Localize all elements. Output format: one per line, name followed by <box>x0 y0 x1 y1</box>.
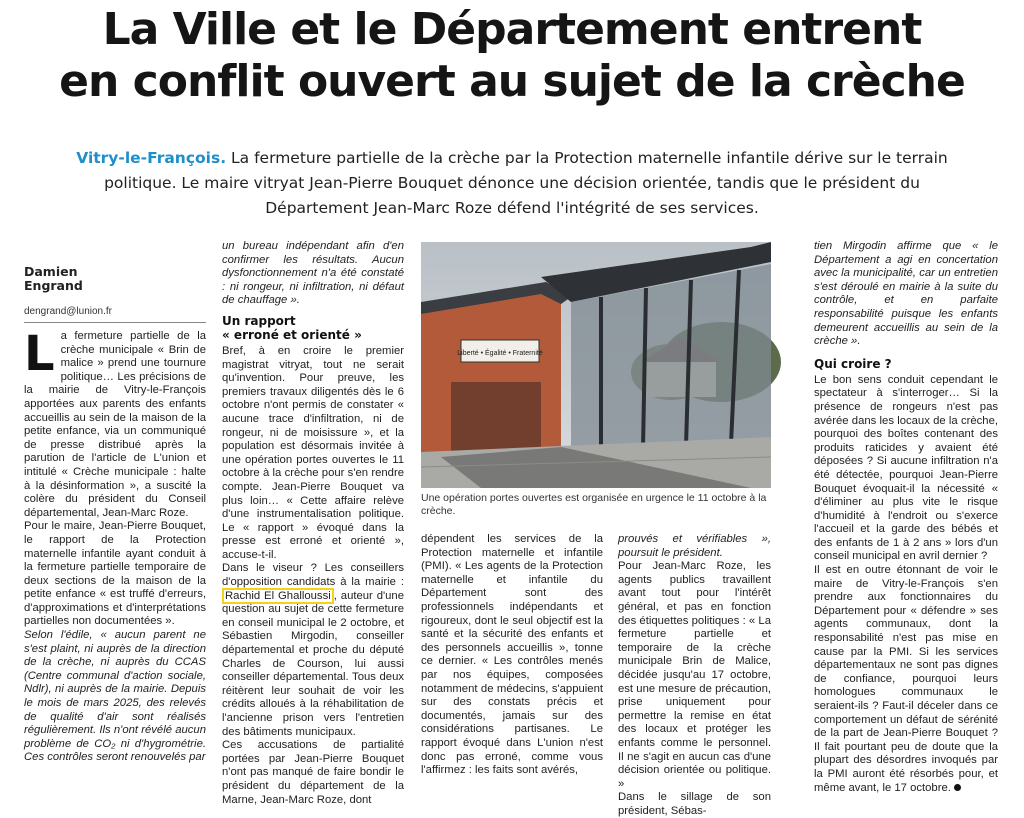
column-1 <box>24 326 206 765</box>
paragraph: Le bon sens conduit cependant le spectateur à s'interroger… Si la présence de rongeurs n'est pas avérée dans les locaux de la crèche, pourquoi des boîtes contenant des produits raticides y avaient été déposées ? Si aucune infiltration n'a été détectée, pourquoi Jean-Pierre Bouquet évoquait-il la nécessité « d'éliminer au plus vite le risque d'humidité à l'endroit ou s'exerce l'accueil et la garde des bébés et des enfants de 1 à 2 ans » lors d'un conseil municipal en avril dernier ? <box>814 373 998 563</box>
creche-building-illustration <box>421 242 771 488</box>
paragraph: Ces accusations de partialité portées par Jean-Pierre Bouquet n'ont pas manqué de faire bondir le président du département de la Marne, Jean-Marc Roze, dont <box>222 739 404 806</box>
column-5 <box>814 240 998 795</box>
paragraph: tien Mirgodin affirme que « le Département a agi en concertation avec la municipalité, car un entretien s'est déroulé en mairie à la suite du contrôle, et en parfaite responsabilité puisque les enfants demeurent accueillis au sein de la crèche ». <box>814 240 998 348</box>
end-of-article-mark <box>954 784 961 791</box>
paragraph: Selon l'édile, « aucun parent ne s'est plaint, ni auprès de la direction de la crèche, ni auprès du CCAS (Centre communal d'action sociale, Ndlr), ni auprès de la mairie. Depuis le mois de mars 2025, des relevés de qualité d'air sont réalisés régulièrement. Ils n'ont révélé aucun problème de CO₂ ni d'hygrométrie. Ces contrôles seront renouvelés par <box>24 629 206 764</box>
paragraph: Bref, à en croire le premier magistrat vitryat, tout ne serait qu'invention. Pour preuve, les premiers travaux diligentés dès le 6 octobre n'ont permis de constater « aucune trace d'infiltration, ni de rongeur, ni de moisissure », et la population est désormais invitée à une opération portes ouvertes le 11 octobre à la crèche pour s'en rendre compte. Jean-Pierre Bouquet va plus loin… « Cette affaire relève d'une instrumentalisation politique. Le « rapport » évoqué dans la presse est erroné et orienté », accuse-t-il. <box>222 344 404 561</box>
headline-line-2: en conflit ouvert au sujet de la crèche <box>59 56 965 107</box>
creche-photo <box>421 242 771 488</box>
subheading: Qui croire ? <box>814 356 892 371</box>
paragraph: La fermeture partielle de la crèche municipale « Brin de malice » prend une tournure politique… Les précisions de la mairie de Vitry-le-François apportées aux parents des enfants accueillis au sein de la maison de la petite enfance, via un communiqué de presse distribué après la parution de l'article de L'union et intitulé « Crèche municipale : halte à la désinformation », a suscité la colère du président du Conseil départemental, Jean-Marc Roze. <box>24 326 206 519</box>
standfirst-city: Vitry-le-François. <box>76 149 227 167</box>
subheading: Un rapport « erroné et orienté » <box>222 313 362 342</box>
paragraph: Il est en outre étonnant de voir le maire de Vitry-le-François s'en prendre aux fonctionnaires du Département pour « défendre » ses agents communaux, dont la responsabilité n'est pas mise en cause par la PMI. Si les services départementaux ne sont pas dignes de confiance, pourquoi leurs homologues communaux le seraient-ils ? Faut-il déceler dans ce comportement un défaut de sérénité de la part de Jean-Pierre Bouquet ? Il fait pourtant peu de doute que la plupart des désordres invoqués par la PMI auront été résorbés pour, et même avant, le 17 octobre. <box>814 564 998 794</box>
paragraph: Pour le maire, Jean-Pierre Bouquet, le rapport de la Protection maternelle infantile ayant conduit à la fermeture partielle temporaire de deux sections de la maison de la petite enfance « est truffé d'erreurs, d'approximations et d'interprétations partielles non documentées ». <box>24 520 206 628</box>
column-2 <box>222 240 404 807</box>
standfirst-text: La fermeture partielle de la crèche par la Protection maternelle infantile dérive sur le terrain politique. Le maire vitryat Jean-Pierre Bouquet dénonce une décision orientée, tandis que le président du Département Jean-Marc Roze défend l'intégrité de ses services. <box>104 149 948 217</box>
paragraph: Dans le sillage de son président, Sébas- <box>618 791 771 817</box>
author-email[interactable]: dengrand@lunion.fr <box>24 306 112 317</box>
paragraph: dépendent les services de la Protection maternelle et infantile (PMI). « Les agents de la Protection maternelle et infantile du Département sont des professionnels indépendants et rigoureux, dont le seul objectif est la santé et la sécurité des enfants et des personnels accueillis », tonne ce dernier. « Les contrôles menés par nos équipes, composées notamment de médecins, s'appuient sur des constats précis et documentés, jamais sur des considérations partisanes. Le rapport évoqué dans L'union n'est donc pas erroné, comme vous l'affirmez : les faits sont avérés, <box>421 533 603 777</box>
entrance-shadow <box>451 382 541 452</box>
byline <box>24 265 83 293</box>
paragraph: un bureau indépendant afin d'en confirmer les résultats. Aucun dysfonctionnement n'a été constaté : ni rongeur, ni infiltration, ni défaut de chauffage ». <box>222 240 404 307</box>
photo-caption: Une opération portes ouvertes est organisée en urgence le 11 octobre à la crèche. <box>421 492 767 517</box>
facade-sign-text: Liberté • Égalité • Fraternité <box>457 350 543 357</box>
headline <box>0 4 1024 108</box>
drop-cap: L <box>24 326 55 382</box>
paragraph: Dans le viseur ? Les conseillers d'opposition candidats à la mairie : Rachid El Ghalloussi , auteur d'une question au sujet de cette fermeture en conseil municipal le 2 octobre, et Sébastien Mirgodin, conseiller départemental et proche du député Charles de Courson, lui aussi conseiller départemental. Tous deux réitèrent leur souhait de voir les crédits alloués à la réhabilitation de l'ancienne prison vers l'entretien des bâtiments municipaux. <box>222 562 404 738</box>
author-first-name: Damien <box>24 264 78 279</box>
column-4 <box>618 533 771 818</box>
author-last-name: Engrand <box>24 278 83 293</box>
headline-line-1: La Ville et le Département entrent <box>102 4 922 55</box>
paragraph: Pour Jean-Marc Roze, les agents publics travaillent avant tout pour l'intérêt général, et pas en fonction des étiquettes politiques : « La fermeture partielle et temporaire de la crèche municipale Brin de Malice, décidée jusqu'au 17 octobre, est une mesure de précaution, prise uniquement pour permettre la remise en état des locaux et protéger les enfants comme le personnel. Il ne s'agit en aucun cas d'une décision orientée ou politique. » <box>618 560 771 790</box>
standfirst <box>60 146 964 221</box>
highlighted-name: Rachid El Ghalloussi <box>222 588 334 604</box>
paragraph: prouvés et vérifiables », poursuit le président. <box>618 533 771 559</box>
byline-divider <box>24 322 206 323</box>
column-3 <box>421 533 603 778</box>
